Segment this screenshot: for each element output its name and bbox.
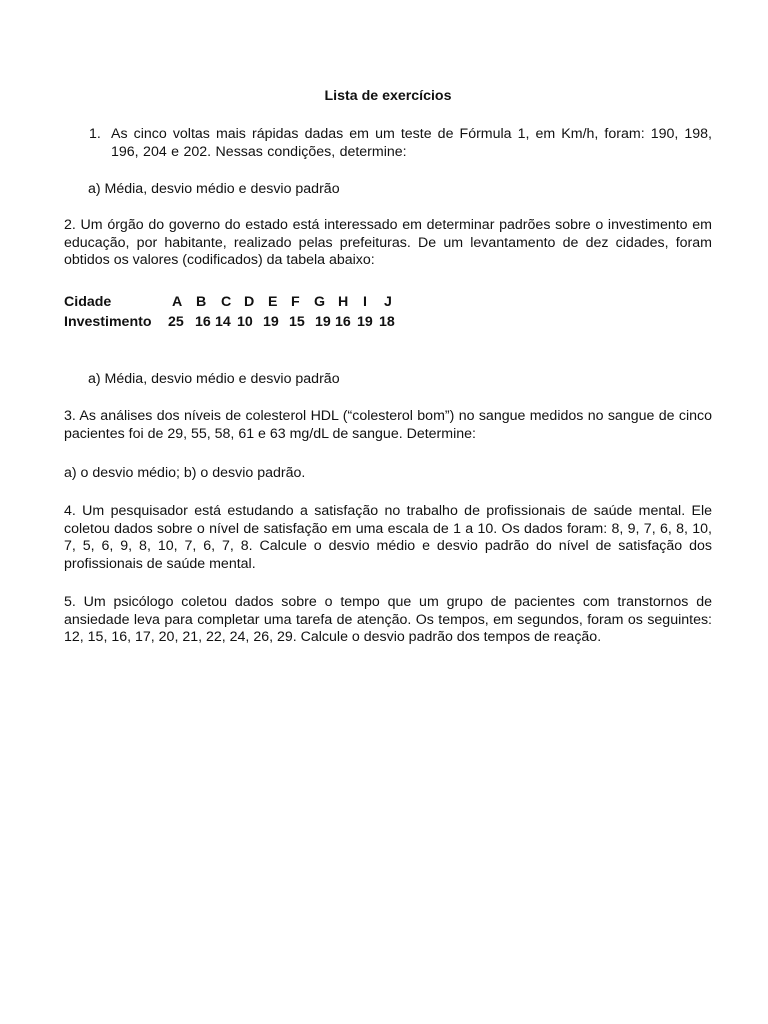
table-cell-city: A	[172, 294, 183, 310]
table-cell-city: I	[363, 294, 367, 310]
table-cell-value: 14	[215, 314, 231, 330]
question-1-text: As cinco voltas mais rápidas dadas em um teste de Fórmula 1, em Km/h, foram: 190, 198, 196, 204 e 202. Nessas condições, determine:	[111, 126, 712, 160]
table-cell-city: J	[384, 294, 392, 310]
question-3-text: 3. As análises dos níveis de colesterol HDL (“colesterol bom”) no sangue medidos no sangue de cinco pacientes foi de 29, 55, 58, 61 e 63 mg/dL de sangue. Determine:	[64, 408, 712, 442]
question-2-item-a: a) Média, desvio médio e desvio padrão	[88, 371, 340, 387]
table-cell-value: 16	[335, 314, 351, 330]
question-5-text: 5. Um psicólogo coletou dados sobre o tempo que um grupo de pacientes com transtornos de ansiedade leva para completar uma tarefa de atenção. Os tempos, em segundos, foram os seguintes: 12, 15, 16, 17, 20, 21, 22, 24, 26, 29. Calcule o desvio padrão dos tempos de reação.	[64, 594, 712, 646]
table-cell-city: E	[268, 294, 278, 310]
table-cell-value: 19	[263, 314, 279, 330]
table-cell-value: 16	[195, 314, 211, 330]
question-1-number: 1.	[89, 126, 101, 142]
question-1-item-a: a) Média, desvio médio e desvio padrão	[88, 181, 340, 197]
table-cell-city: D	[244, 294, 255, 310]
table-cell-value: 19	[357, 314, 373, 330]
table-cell-value: 19	[315, 314, 331, 330]
table-cell-value: 18	[379, 314, 395, 330]
question-3-items: a) o desvio médio; b) o desvio padrão.	[64, 465, 306, 481]
table-cell-value: 15	[289, 314, 305, 330]
page-title: Lista de exercícios	[324, 88, 452, 104]
table-cell-city: G	[314, 294, 326, 310]
table-cell-city: F	[291, 294, 300, 310]
question-2-text: 2. Um órgão do governo do estado está interessado em determinar padrões sobre o investimento em educação, por habitante, realizado pelas prefeituras. De um levantamento de dez cidades, foram obtidos os valores (codificados) da tabela abaixo:	[64, 217, 712, 269]
table-cell-value: 25	[168, 314, 184, 330]
table-row-label-investimento: Investimento	[64, 314, 152, 330]
question-4-text: 4. Um pesquisador está estudando a satisfação no trabalho de profissionais de saúde mental. Ele coletou dados sobre o nível de satisfação em uma escala de 1 a 10. Os dados foram: 8, 9, 7, 6, 8, 10, 7, 5, 6, 9, 8, 10, 7, 6, 7, 8. Calcule o desvio médio e desvio padrão do nível de satisfação dos profissionais de saúde mental.	[64, 503, 712, 572]
table-cell-city: H	[338, 294, 349, 310]
table-cell-value: 10	[237, 314, 253, 330]
table-cell-city: C	[221, 294, 232, 310]
table-row-label-cidade: Cidade	[64, 294, 112, 310]
table-cell-city: B	[196, 294, 207, 310]
question-1	[89, 126, 712, 161]
